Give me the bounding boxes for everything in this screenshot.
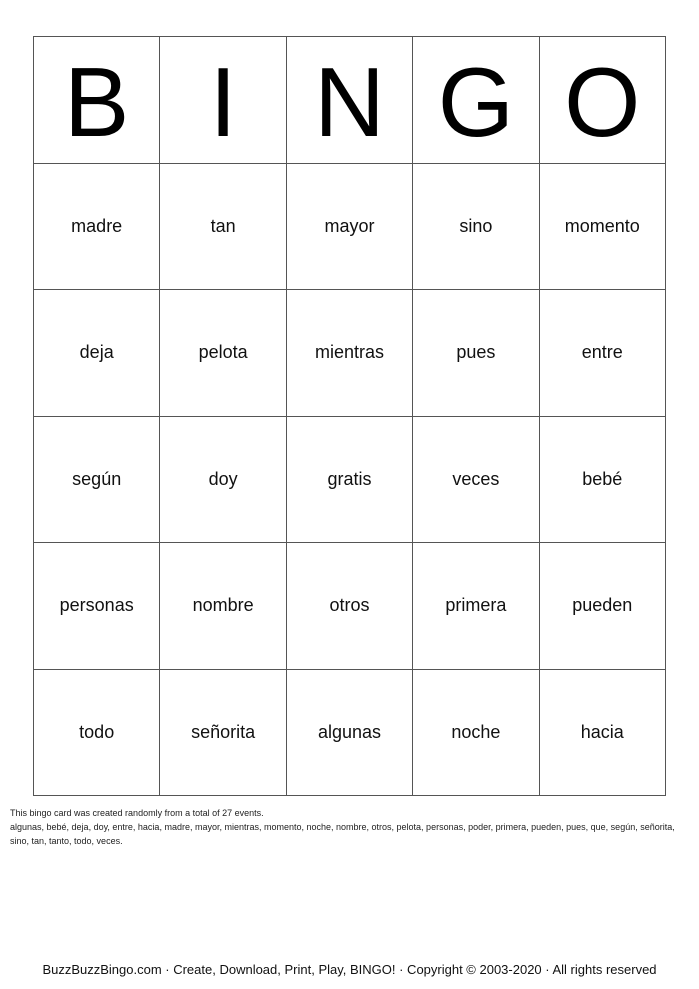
info-summary: This bingo card was created randomly from a total of 27 events. — [10, 808, 264, 818]
bingo-card — [33, 36, 666, 796]
bingo-cell: sino — [413, 164, 539, 291]
info-word-list: algunas, bebé, deja, doy, entre, hacia, madre, mayor, mientras, momento, noche, nombre, otros, pelota, personas, poder, primera, pueden, pues, que, según, señorita, sino, tan, tanto, todo, veces. — [10, 822, 675, 846]
bingo-cell: madre — [34, 164, 160, 291]
bingo-cell: doy — [160, 417, 286, 544]
bingo-cell: mientras — [287, 290, 413, 417]
bingo-cell: entre — [540, 290, 666, 417]
header-cell-b: B — [34, 37, 160, 164]
header-cell-g: G — [413, 37, 539, 164]
header-cell-i: I — [160, 37, 286, 164]
header-cell-o: O — [540, 37, 666, 164]
bingo-cell: personas — [34, 543, 160, 670]
bingo-cell: gratis — [287, 417, 413, 544]
bingo-cell: señorita — [160, 670, 286, 797]
bingo-cell: noche — [413, 670, 539, 797]
bingo-cell: nombre — [160, 543, 286, 670]
bingo-cell: según — [34, 417, 160, 544]
bingo-cell: otros — [287, 543, 413, 670]
bingo-cell: bebé — [540, 417, 666, 544]
bingo-cell: pelota — [160, 290, 286, 417]
card-info — [10, 806, 695, 848]
bingo-cell: mayor — [287, 164, 413, 291]
bingo-cell: momento — [540, 164, 666, 291]
bingo-cell: primera — [413, 543, 539, 670]
header-cell-n: N — [287, 37, 413, 164]
bingo-cell: algunas — [287, 670, 413, 797]
bingo-cell: deja — [34, 290, 160, 417]
bingo-cell: hacia — [540, 670, 666, 797]
bingo-cell: pueden — [540, 543, 666, 670]
bingo-cell: todo — [34, 670, 160, 797]
footer-copyright: BuzzBuzzBingo.com · Create, Download, Print, Play, BINGO! · Copyright © 2003-2020 · All rights reserved — [42, 962, 657, 977]
bingo-cell: veces — [413, 417, 539, 544]
bingo-cell: pues — [413, 290, 539, 417]
bingo-cell: tan — [160, 164, 286, 291]
